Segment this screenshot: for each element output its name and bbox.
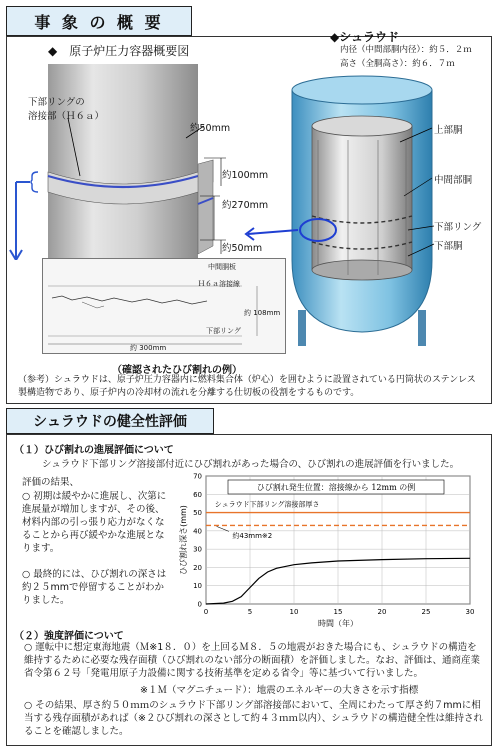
y-tick-label: 70 <box>193 472 202 481</box>
weld-label-line1: 下部リングの <box>28 97 85 108</box>
shroud-heading: ◆シュラウド <box>330 30 399 44</box>
annotation-43mm: 約43mm※2 <box>232 532 273 541</box>
reference-note: （参考）シュラウドは、原子炉圧力容器内に燃料集合体（炉心）を囲むように設置されている円筒状のステンレス製構造物であり、原子炉内の冷却材の流れを分離する仕切板の役割をするものです。 <box>18 375 476 398</box>
y-axis-label: ひび割れ深さ(mm) <box>179 505 188 575</box>
crack-bottom-right-label: 下部リング <box>206 327 241 335</box>
dim-50mm-bottom: 約50mm <box>222 243 263 254</box>
weld-label-line2: 溶接部（Ｈ６ａ） <box>28 111 105 122</box>
y-tick-label: 10 <box>193 582 202 591</box>
eval-header: 評価の結果、 <box>22 477 80 488</box>
annotation-thickness: シュラウド下部リング溶接部厚さ <box>214 500 320 509</box>
crack-width-label: 約 300mm <box>130 344 167 352</box>
y-tick-label: 0 <box>197 600 202 609</box>
shroud-inner-diameter: 内径（中間部胴内径）：約５．２ｍ <box>340 45 472 55</box>
crack-growth-chart <box>176 470 486 628</box>
y-tick-label: 30 <box>193 545 202 554</box>
x-tick-label: 25 <box>421 608 431 616</box>
section2-title: シュラウドの健全性評価 <box>6 408 214 434</box>
section1-title: 事 象 の 概 要 <box>6 6 192 36</box>
sub2-paragraph-1: ○ 運転中に想定東海地震（Ｍ※1８．０）を上回るＭ８．５の地震がおきた場合にも、シュラウドの構造を維持するために必要な残存面積（ひび割れのない部分の断面積）を評価しました。なお、評価は、通商産業省令第６２号「発電用原子力設備に関する技術基準を定める省令」等に基づいて行いました。 <box>24 642 481 679</box>
crack-top-right-label: 中間胴板 <box>208 263 236 271</box>
sub2-note: ※１Ｍ（マグニチュード）：地震のエネルギーの大きさを示す指標 <box>140 685 419 696</box>
dim-270mm: 約270mm <box>222 200 269 211</box>
diagram-title: ◆ 原子炉圧力容器概要図 <box>48 44 190 58</box>
crack-height-label: 約 108mm <box>244 309 281 317</box>
x-tick-label: 5 <box>247 608 253 616</box>
sub2-title: （２）強度評価について <box>14 631 124 642</box>
y-tick-label: 20 <box>193 563 202 572</box>
dim-100mm: 約100mm <box>222 170 269 181</box>
shroud-height: 高さ（全胴高さ）：約６．７ｍ <box>340 59 455 69</box>
y-tick-label: 60 <box>193 490 202 499</box>
crack-weld-label: Ｈ６ａ溶接線 <box>198 280 240 288</box>
sub2-paragraph-2: ○ その結果、厚さ約５０ｍｍのシュラウド下部リング部溶接部において、全周にわたって厚さ約７mmに相当する残存面積があれば（※２ひび割れの深さとして約４３ｍｍ以内）、シュラウドの構造健全性は維持されることを確認しました。 <box>24 700 484 737</box>
part-lower-ring-label: 下部リング <box>434 222 482 233</box>
crack-caption: （確認されたひび割れの例） <box>112 365 242 376</box>
part-middle-label: 中間部胴 <box>434 175 473 186</box>
sub1-title: （１）ひび割れの進展評価について <box>14 445 174 456</box>
part-lower-label: 下部胴 <box>434 241 463 252</box>
part-upper-label: 上部胴 <box>434 125 463 136</box>
y-tick-label: 50 <box>193 509 202 518</box>
dim-50mm-top: 約50mm <box>190 123 231 134</box>
eval-bullet-2: ○ 最終的には、ひび割れの深さは約２５mmで停留することがわかりました。 <box>22 569 167 606</box>
x-tick-label: 20 <box>377 608 387 616</box>
x-tick-label: 0 <box>203 608 209 616</box>
x-tick-label: 10 <box>289 608 299 616</box>
x-tick-label: 15 <box>333 608 343 616</box>
x-tick-label: 30 <box>465 608 475 616</box>
sub1-text: シュラウド下部リング溶接部付近にひび割れがあった場合の、ひび割れの進展評価を行いました。 <box>42 459 460 470</box>
chart-title: ひび割れ発生位置：溶接線から 12mm の例 <box>256 483 416 492</box>
y-tick-label: 40 <box>193 527 202 536</box>
eval-bullet-1: ○ 初期は緩やかに進展し、次第に進展量が増加しますが、その後、材料内部の引っ張り応力がなくなることから再び緩やかな進展となります。 <box>22 491 167 554</box>
x-axis-label: 時間（年） <box>318 619 358 628</box>
